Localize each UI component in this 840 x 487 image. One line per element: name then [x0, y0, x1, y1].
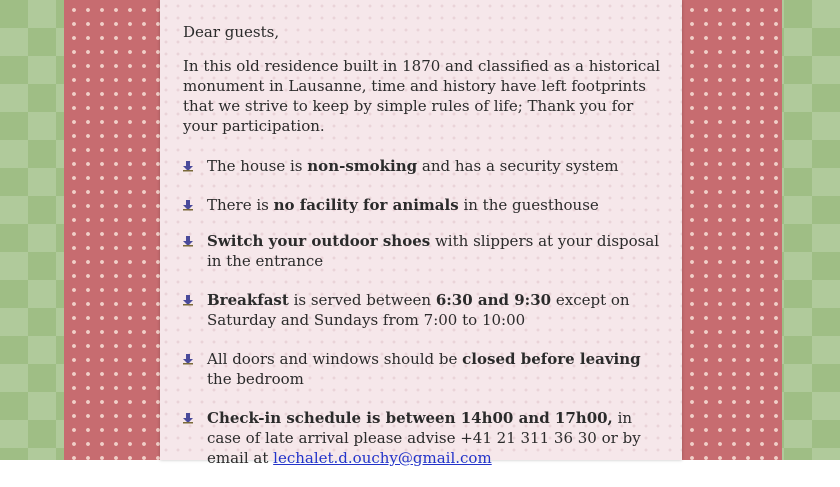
- rule-text: with slippers at your disposal in the entrance: [207, 232, 660, 270]
- house-rules-list: [183, 156, 663, 468]
- rule-close-doors: [183, 349, 663, 389]
- rule-no-animals: [183, 195, 663, 215]
- right-dotted-band: [682, 0, 782, 460]
- rule-text: in the guesthouse: [458, 196, 599, 214]
- rule-bold: no facility for animals: [273, 196, 459, 214]
- intro-paragraph: In this old residence built in 1870 and classified as a historical monument in Lausanne, time and history have left footprints that we strive to keep by simple rules of life; Thank you for your participation.: [183, 57, 661, 135]
- rule-check-in: [183, 408, 663, 468]
- rule-text: The house is: [207, 157, 308, 175]
- rule-shoes: [183, 231, 663, 271]
- rule-bold: non-smoking: [307, 157, 418, 175]
- rule-text: All doors and windows should be: [207, 350, 463, 368]
- rule-bold: Check-in schedule is between 14h00 and 17h00,: [207, 409, 613, 427]
- rule-bold: Switch your outdoor shoes: [207, 232, 431, 250]
- rule-text: the bedroom: [207, 370, 304, 388]
- arrow-bullet-icon: [183, 160, 195, 172]
- email-link[interactable]: lechalet.d.ouchy@gmail.com: [273, 449, 492, 467]
- arrow-bullet-icon: [183, 294, 195, 306]
- arrow-bullet-icon: [183, 412, 195, 424]
- rule-bold: Breakfast: [207, 291, 289, 309]
- rule-bold: 6:30 and 9:30: [435, 291, 552, 309]
- rule-text: is served between: [288, 291, 436, 309]
- rule-text: There is: [207, 196, 274, 214]
- rule-text: except on Saturday and Sundays from 7:00 to 10:00: [207, 291, 630, 329]
- rule-bold: closed before leaving: [462, 350, 641, 368]
- arrow-bullet-icon: [183, 353, 195, 365]
- rule-non-smoking: [183, 156, 663, 176]
- rule-text: and has a security system: [417, 157, 619, 175]
- rule-text: in case of late arrival please advise +41 21 311 36 30 or by email at: [207, 409, 641, 467]
- arrow-bullet-icon: [183, 235, 195, 247]
- arrow-bullet-icon: [183, 199, 195, 211]
- greeting: Dear guests,: [183, 23, 280, 41]
- left-dotted-band: [64, 0, 160, 460]
- letter-body: [183, 22, 663, 487]
- rule-breakfast: [183, 290, 663, 330]
